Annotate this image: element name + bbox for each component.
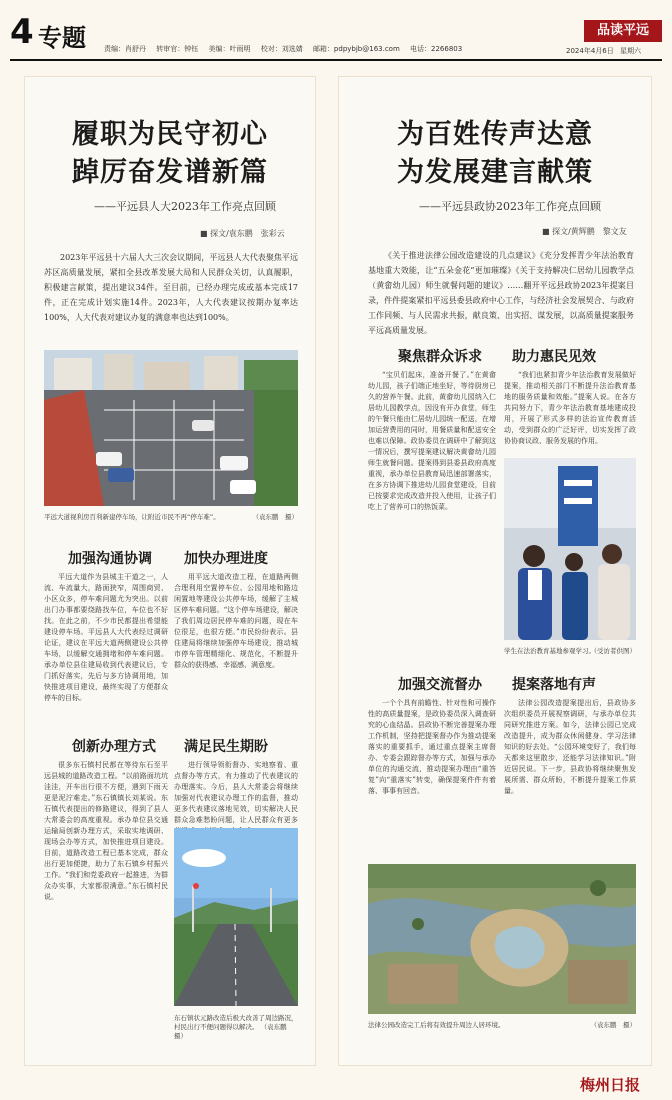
footer-logo: 梅州日报: [580, 1076, 641, 1094]
right-photo1-credit: （受访者供图）: [590, 647, 636, 655]
right-section1-text: “宝贝们起床，准备开餐了。”在黄畲幼儿园，孩子们端正地坐好，等待厨房已久的营养午餐。此前，黄畲幼儿园纳入仁居幼儿园教学点，因没有开办食堂，师生的午餐只能由仁居幼儿园统一配送，在增加运营费用的同时，用餐质量和配送安全也难以保障。政协委员在调研中了解到这一情况后，撰写提案建议解决黄畲幼儿园师生就餐问题。提案得到县委县政府高度重视，承办单位县教育局迅速部署落实，在多方协调下推进幼儿园食堂建设，目前已按要求完成改造并投入使用，让孩子们吃上了营养可口的热饭菜。: [368, 371, 496, 511]
left-subtitle: ——平远县人大2023年工作亮点回顾: [94, 200, 276, 213]
responsible-editor: 责编：肖舒丹: [104, 45, 146, 53]
park-construction-image: [368, 864, 636, 1014]
legal-education-photo: [504, 458, 636, 640]
right-subtitle: ——平远县政协2023年工作亮点回顾: [419, 200, 601, 213]
left-title-line2: 踔厉奋发谱新篇: [72, 157, 268, 188]
right-title-line2: 为发展建言献策: [397, 157, 593, 188]
road-photo: [174, 828, 298, 1006]
left-section1-title: 加强沟通协调: [68, 551, 152, 567]
left-photo1-credit: （袁东鹏 摄）: [252, 513, 298, 521]
left-section4-text: 进行领导领衔督办、实地察看、重点督办等方式，有力推动了代表建议的办理落实。今后，县人大常委会将继续加强对代表建议办理工作的监督，推动更多代表建议落地见效，切实解决人民群众急难愁盼问题，让人民群众有更多: [174, 761, 298, 824]
right-lead: 《关于推进法律公园改造建设的几点建议》《充分发挥青少年法治教育基地重大效能，让“五朵金花”更加璀璨》《关于支持解决仁居幼儿园教学点（黄畲幼儿园）师生就餐问题的建议》……翻开平远县政协2023年提案目录，件件提案紧扣平远县委县政府中心工作，与经济社会发展契合、与政府工作同频、与人民需求共振，献良策、出实招、谋发展，以高质量提案服务平远高质量发展。: [368, 251, 634, 335]
section-name: 专题: [38, 24, 86, 52]
left-photo1-caption: [44, 512, 298, 521]
left-title-line1: 履职为民守初心: [72, 119, 268, 150]
park-construction-photo: [368, 864, 636, 1014]
left-section1-text: 平远大道作为县城主干道之一，人流、车流量大，路面狭窄，周围商贸、小区众多，停车难问题尤为突出。以前出门办事都要绕路找车位，车位也不好找。在此之前，不少市民都提出希望能建设停车场。平远县人大代表经过调研论证，建议在平远大道两侧建设公共停车场，以缓解交通拥堵和停车难问题。承办单位县住建局收到代表建议后，专门抓好落实，先后与多方协调用地，加快推进项目建设，最终实现了方便群众停车的目标。: [44, 573, 168, 702]
parking-lot-image: [44, 350, 298, 506]
page-number: 4: [10, 12, 34, 52]
right-section3-title: 加强交流督办: [398, 677, 482, 693]
page-header: [0, 0, 672, 60]
right-section2-text: “我们也紧扣青少年法治教育发展做好提案，推动相关部门不断提升法治教育基地的服务质量和效能。”提案人说。在各方共同努力下，青少年法治教育基地建成投用，开展了形式多样的法治宣传教育活动，受到群众的广泛好评，切实发挥了政协协商议政、服务发展的作用。: [504, 371, 636, 445]
email: 邮箱：pdpybjb@163.com: [312, 45, 400, 53]
right-photo2-caption: [368, 1020, 636, 1029]
left-section4-title: 满足民生期盼: [184, 739, 268, 755]
left-photo2-caption: [174, 1014, 298, 1041]
left-byline: ■ 探文/袁东鹏 张彩云: [200, 229, 285, 238]
header-rule: [10, 59, 662, 61]
date-line: [566, 46, 641, 56]
right-section1-title: 聚焦群众诉求: [398, 349, 482, 365]
right-byline: ■ 探文/黄辉鹏 黎文友: [542, 227, 627, 236]
right-section4-text: 法律公园改造提案提出后，县政协多次组织委员开展视察调研，与承办单位共同研究推进方案。如今，法律公园已完成改造提升，成为群众休闲健身、学习法律知识的好去处。“公园环境变好了，我们每天都来这里散步，还能学习法律知识。”附近居民说。下一步，县政协将继续聚焦发展所需、群众所盼，不断提升提案工作质量。: [504, 699, 636, 795]
left-section3-title: 创新办理方式: [72, 739, 156, 755]
left-section2-title: 加快办理进度: [184, 551, 268, 567]
right-photo2-credit: （袁东鹏 摄）: [590, 1021, 636, 1029]
left-photo2-credit: （袁东鹏 摄）: [174, 1023, 294, 1040]
left-photo2-caption-text: 东石镇状元路改造后极大改善了周边路况，村民出行不便问题得以解决。: [174, 1014, 298, 1031]
parking-lot-photo: [44, 350, 298, 506]
left-lead: 2023年平远县十六届人大三次会议期间，平远县人大代表聚焦平远苏区高质量发展，紧扣全县改革发展大局和人民群众关切，认真履职，积极建言献策，提出建议34件。至目前，已经办理完成或基本完成17件，正在完成计划实施14件。2023年，人大代表建议按期办复率达100%，人大代表对建议办复的满意率也达到100%。: [44, 253, 298, 322]
right-photo2-caption-text: 法律公园改造完工后将有效提升周边人居环境。: [368, 1021, 505, 1029]
right-section3-text: 一个个具有前瞻性、针对性和可操作性的高质量提案，是政协委员深入调查研究的心血结晶。县政协不断完善提案办理工作机制，坚持把提案督办作为推动提案落实的重要抓手，通过重点提案主席督办、专委会跟踪督办等方式，加强与承办单位的沟通交流，推动提案办理由“重答复”向“重落实”转变，确保提案件件有着落、事事有回音。: [368, 699, 496, 795]
right-section2-title: 助力惠民见效: [512, 349, 596, 365]
left-section3-text: 很多东石镇村民都在等待东石至平远县城的道路改造工程。“以前路面坑坑洼洼，开车出行很不方便，遇到下雨天更是泥泞难走。”东石镇镇长刘某说。东石镇代表提出的修路建议，得到了县人大常委会的高度重视。承办单位县交通运输局创新办理方式，采取实地调研、现场会办等方式，加快推进项目建设。目前，道路改造工程已基本完成，群众出行更加便捷，助力了东石镇乡村振兴工作。“我们和党委政府一起推进，为群众办实事，大家都很满意。”东石镇村民说。: [44, 761, 168, 901]
editorial-info: [104, 44, 470, 54]
right-title-line1: 为百姓传声达意: [397, 119, 593, 150]
right-photo1-caption: [504, 646, 636, 655]
right-section4-title: 提案落地有声: [512, 677, 596, 693]
chief-editor: 转审官：钟钰: [156, 45, 199, 53]
right-photo1-caption-text: 学生在法治教育基地参观学习。: [504, 647, 595, 655]
left-section2-text: 用平远大道改造工程，在道路两侧合理利用空置停车位、公园用地和路边闲置地等建设公共停车场，缓解了主城区停车难问题。“这个停车场建设，解决了我们周边居民停车难的问题，现在车位很足，也很方便。”市民纷纷表示。县住建局将继续加强停车场建设，推动城市停车管理精细化、规范化，不断提升群众的获得感、幸福感、满意度。: [174, 573, 298, 669]
art-editor: 美编：叶雨明: [208, 45, 251, 53]
brand-logo: 品读平远: [584, 20, 662, 42]
publish-date: 2024年4月6日: [566, 47, 614, 55]
phone: 电话：2266803: [410, 45, 463, 53]
weekday: 星期六: [619, 47, 641, 55]
right-title-block: [338, 116, 652, 214]
left-title-block: [24, 116, 316, 214]
proofreader: 校对：刘选婧: [260, 45, 303, 53]
left-photo1-caption-text: 平远大道视利房百利新建停车场，让附近市民不再“停车难”。: [44, 513, 220, 521]
road-image: [174, 828, 298, 1006]
legal-education-image: [504, 458, 636, 640]
